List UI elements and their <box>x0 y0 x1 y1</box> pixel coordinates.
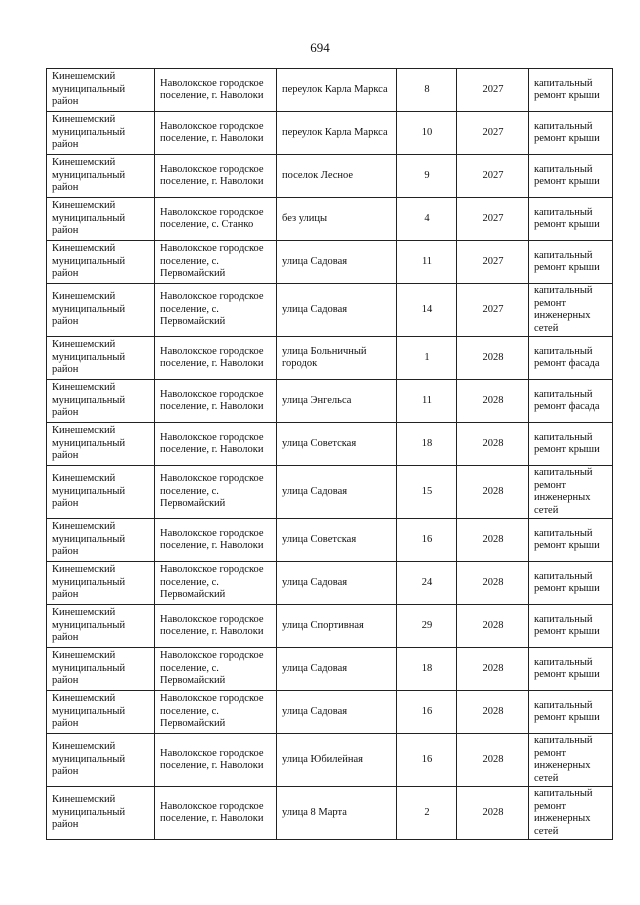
district-cell: Кинешемский муниципальный район <box>47 562 155 605</box>
settlement-cell: Наволокское городское поселение, с. Первомайский <box>155 241 277 284</box>
repair-schedule-table <box>46 68 613 840</box>
district-cell: Кинешемский муниципальный район <box>47 69 155 112</box>
settlement-cell: Наволокское городское поселение, г. Наволоки <box>155 380 277 423</box>
street-cell: улица Спортивная <box>277 605 397 648</box>
house-number-cell: 11 <box>397 380 457 423</box>
district-cell: Кинешемский муниципальный район <box>47 198 155 241</box>
house-number-cell: 4 <box>397 198 457 241</box>
work-type-cell: капитальный ремонт инженерных сетей <box>529 787 613 840</box>
street-cell: улица Садовая <box>277 284 397 337</box>
year-cell: 2027 <box>457 112 529 155</box>
year-cell: 2028 <box>457 380 529 423</box>
year-cell: 2027 <box>457 69 529 112</box>
district-cell: Кинешемский муниципальный район <box>47 112 155 155</box>
house-number-cell: 1 <box>397 337 457 380</box>
work-type-cell: капитальный ремонт фасада <box>529 380 613 423</box>
table-row <box>47 519 613 562</box>
table-row <box>47 562 613 605</box>
table-row <box>47 380 613 423</box>
street-cell: улица 8 Марта <box>277 787 397 840</box>
settlement-cell: Наволокское городское поселение, г. Наволоки <box>155 605 277 648</box>
work-type-cell: капитальный ремонт крыши <box>529 423 613 466</box>
work-type-cell: капитальный ремонт крыши <box>529 691 613 734</box>
settlement-cell: Наволокское городское поселение, с. Первомайский <box>155 648 277 691</box>
year-cell: 2028 <box>457 337 529 380</box>
district-cell: Кинешемский муниципальный район <box>47 519 155 562</box>
settlement-cell: Наволокское городское поселение, г. Наволоки <box>155 155 277 198</box>
house-number-cell: 11 <box>397 241 457 284</box>
house-number-cell: 16 <box>397 519 457 562</box>
street-cell: улица Садовая <box>277 466 397 519</box>
district-cell: Кинешемский муниципальный район <box>47 648 155 691</box>
street-cell: переулок Карла Маркса <box>277 69 397 112</box>
settlement-cell: Наволокское городское поселение, г. Наволоки <box>155 112 277 155</box>
house-number-cell: 2 <box>397 787 457 840</box>
district-cell: Кинешемский муниципальный район <box>47 241 155 284</box>
year-cell: 2028 <box>457 787 529 840</box>
work-type-cell: капитальный ремонт крыши <box>529 112 613 155</box>
settlement-cell: Наволокское городское поселение, г. Наволоки <box>155 734 277 787</box>
house-number-cell: 29 <box>397 605 457 648</box>
work-type-cell: капитальный ремонт крыши <box>529 519 613 562</box>
district-cell: Кинешемский муниципальный район <box>47 337 155 380</box>
district-cell: Кинешемский муниципальный район <box>47 691 155 734</box>
table-row <box>47 198 613 241</box>
year-cell: 2028 <box>457 691 529 734</box>
settlement-cell: Наволокское городское поселение, с. Первомайский <box>155 284 277 337</box>
settlement-cell: Наволокское городское поселение, г. Наволоки <box>155 69 277 112</box>
house-number-cell: 18 <box>397 648 457 691</box>
settlement-cell: Наволокское городское поселение, с. Станко <box>155 198 277 241</box>
table-row <box>47 466 613 519</box>
work-type-cell: капитальный ремонт крыши <box>529 69 613 112</box>
work-type-cell: капитальный ремонт крыши <box>529 198 613 241</box>
table-row <box>47 648 613 691</box>
street-cell: улица Больничный городок <box>277 337 397 380</box>
table-row <box>47 691 613 734</box>
district-cell: Кинешемский муниципальный район <box>47 787 155 840</box>
work-type-cell: капитальный ремонт фасада <box>529 337 613 380</box>
house-number-cell: 16 <box>397 734 457 787</box>
street-cell: улица Садовая <box>277 691 397 734</box>
settlement-cell: Наволокское городское поселение, г. Наволоки <box>155 519 277 562</box>
work-type-cell: капитальный ремонт крыши <box>529 155 613 198</box>
year-cell: 2027 <box>457 155 529 198</box>
street-cell: улица Садовая <box>277 241 397 284</box>
year-cell: 2028 <box>457 648 529 691</box>
table-row <box>47 69 613 112</box>
work-type-cell: капитальный ремонт инженерных сетей <box>529 466 613 519</box>
work-type-cell: капитальный ремонт крыши <box>529 241 613 284</box>
work-type-cell: капитальный ремонт крыши <box>529 562 613 605</box>
settlement-cell: Наволокское городское поселение, с. Первомайский <box>155 562 277 605</box>
year-cell: 2028 <box>457 562 529 605</box>
work-type-cell: капитальный ремонт крыши <box>529 605 613 648</box>
table-row <box>47 155 613 198</box>
year-cell: 2028 <box>457 605 529 648</box>
table-row <box>47 734 613 787</box>
settlement-cell: Наволокское городское поселение, с. Первомайский <box>155 691 277 734</box>
work-type-cell: капитальный ремонт крыши <box>529 648 613 691</box>
work-type-cell: капитальный ремонт инженерных сетей <box>529 734 613 787</box>
year-cell: 2028 <box>457 519 529 562</box>
table-row <box>47 241 613 284</box>
house-number-cell: 24 <box>397 562 457 605</box>
street-cell: улица Садовая <box>277 562 397 605</box>
district-cell: Кинешемский муниципальный район <box>47 734 155 787</box>
street-cell: переулок Карла Маркса <box>277 112 397 155</box>
house-number-cell: 16 <box>397 691 457 734</box>
year-cell: 2027 <box>457 241 529 284</box>
house-number-cell: 10 <box>397 112 457 155</box>
street-cell: улица Юбилейная <box>277 734 397 787</box>
settlement-cell: Наволокское городское поселение, с. Первомайский <box>155 466 277 519</box>
house-number-cell: 14 <box>397 284 457 337</box>
district-cell: Кинешемский муниципальный район <box>47 466 155 519</box>
year-cell: 2028 <box>457 734 529 787</box>
district-cell: Кинешемский муниципальный район <box>47 380 155 423</box>
table-row <box>47 423 613 466</box>
street-cell: без улицы <box>277 198 397 241</box>
street-cell: улица Энгельса <box>277 380 397 423</box>
table-row <box>47 112 613 155</box>
district-cell: Кинешемский муниципальный район <box>47 605 155 648</box>
house-number-cell: 18 <box>397 423 457 466</box>
year-cell: 2028 <box>457 466 529 519</box>
year-cell: 2027 <box>457 198 529 241</box>
page-number: 694 <box>310 40 330 55</box>
district-cell: Кинешемский муниципальный район <box>47 155 155 198</box>
district-cell: Кинешемский муниципальный район <box>47 423 155 466</box>
house-number-cell: 15 <box>397 466 457 519</box>
table-row <box>47 787 613 840</box>
table-row <box>47 284 613 337</box>
settlement-cell: Наволокское городское поселение, г. Наволоки <box>155 787 277 840</box>
work-type-cell: капитальный ремонт инженерных сетей <box>529 284 613 337</box>
year-cell: 2028 <box>457 423 529 466</box>
house-number-cell: 8 <box>397 69 457 112</box>
street-cell: поселок Лесное <box>277 155 397 198</box>
settlement-cell: Наволокское городское поселение, г. Наволоки <box>155 337 277 380</box>
street-cell: улица Советская <box>277 519 397 562</box>
table-row <box>47 605 613 648</box>
street-cell: улица Советская <box>277 423 397 466</box>
table-row <box>47 337 613 380</box>
settlement-cell: Наволокское городское поселение, г. Наволоки <box>155 423 277 466</box>
house-number-cell: 9 <box>397 155 457 198</box>
district-cell: Кинешемский муниципальный район <box>47 284 155 337</box>
street-cell: улица Садовая <box>277 648 397 691</box>
year-cell: 2027 <box>457 284 529 337</box>
